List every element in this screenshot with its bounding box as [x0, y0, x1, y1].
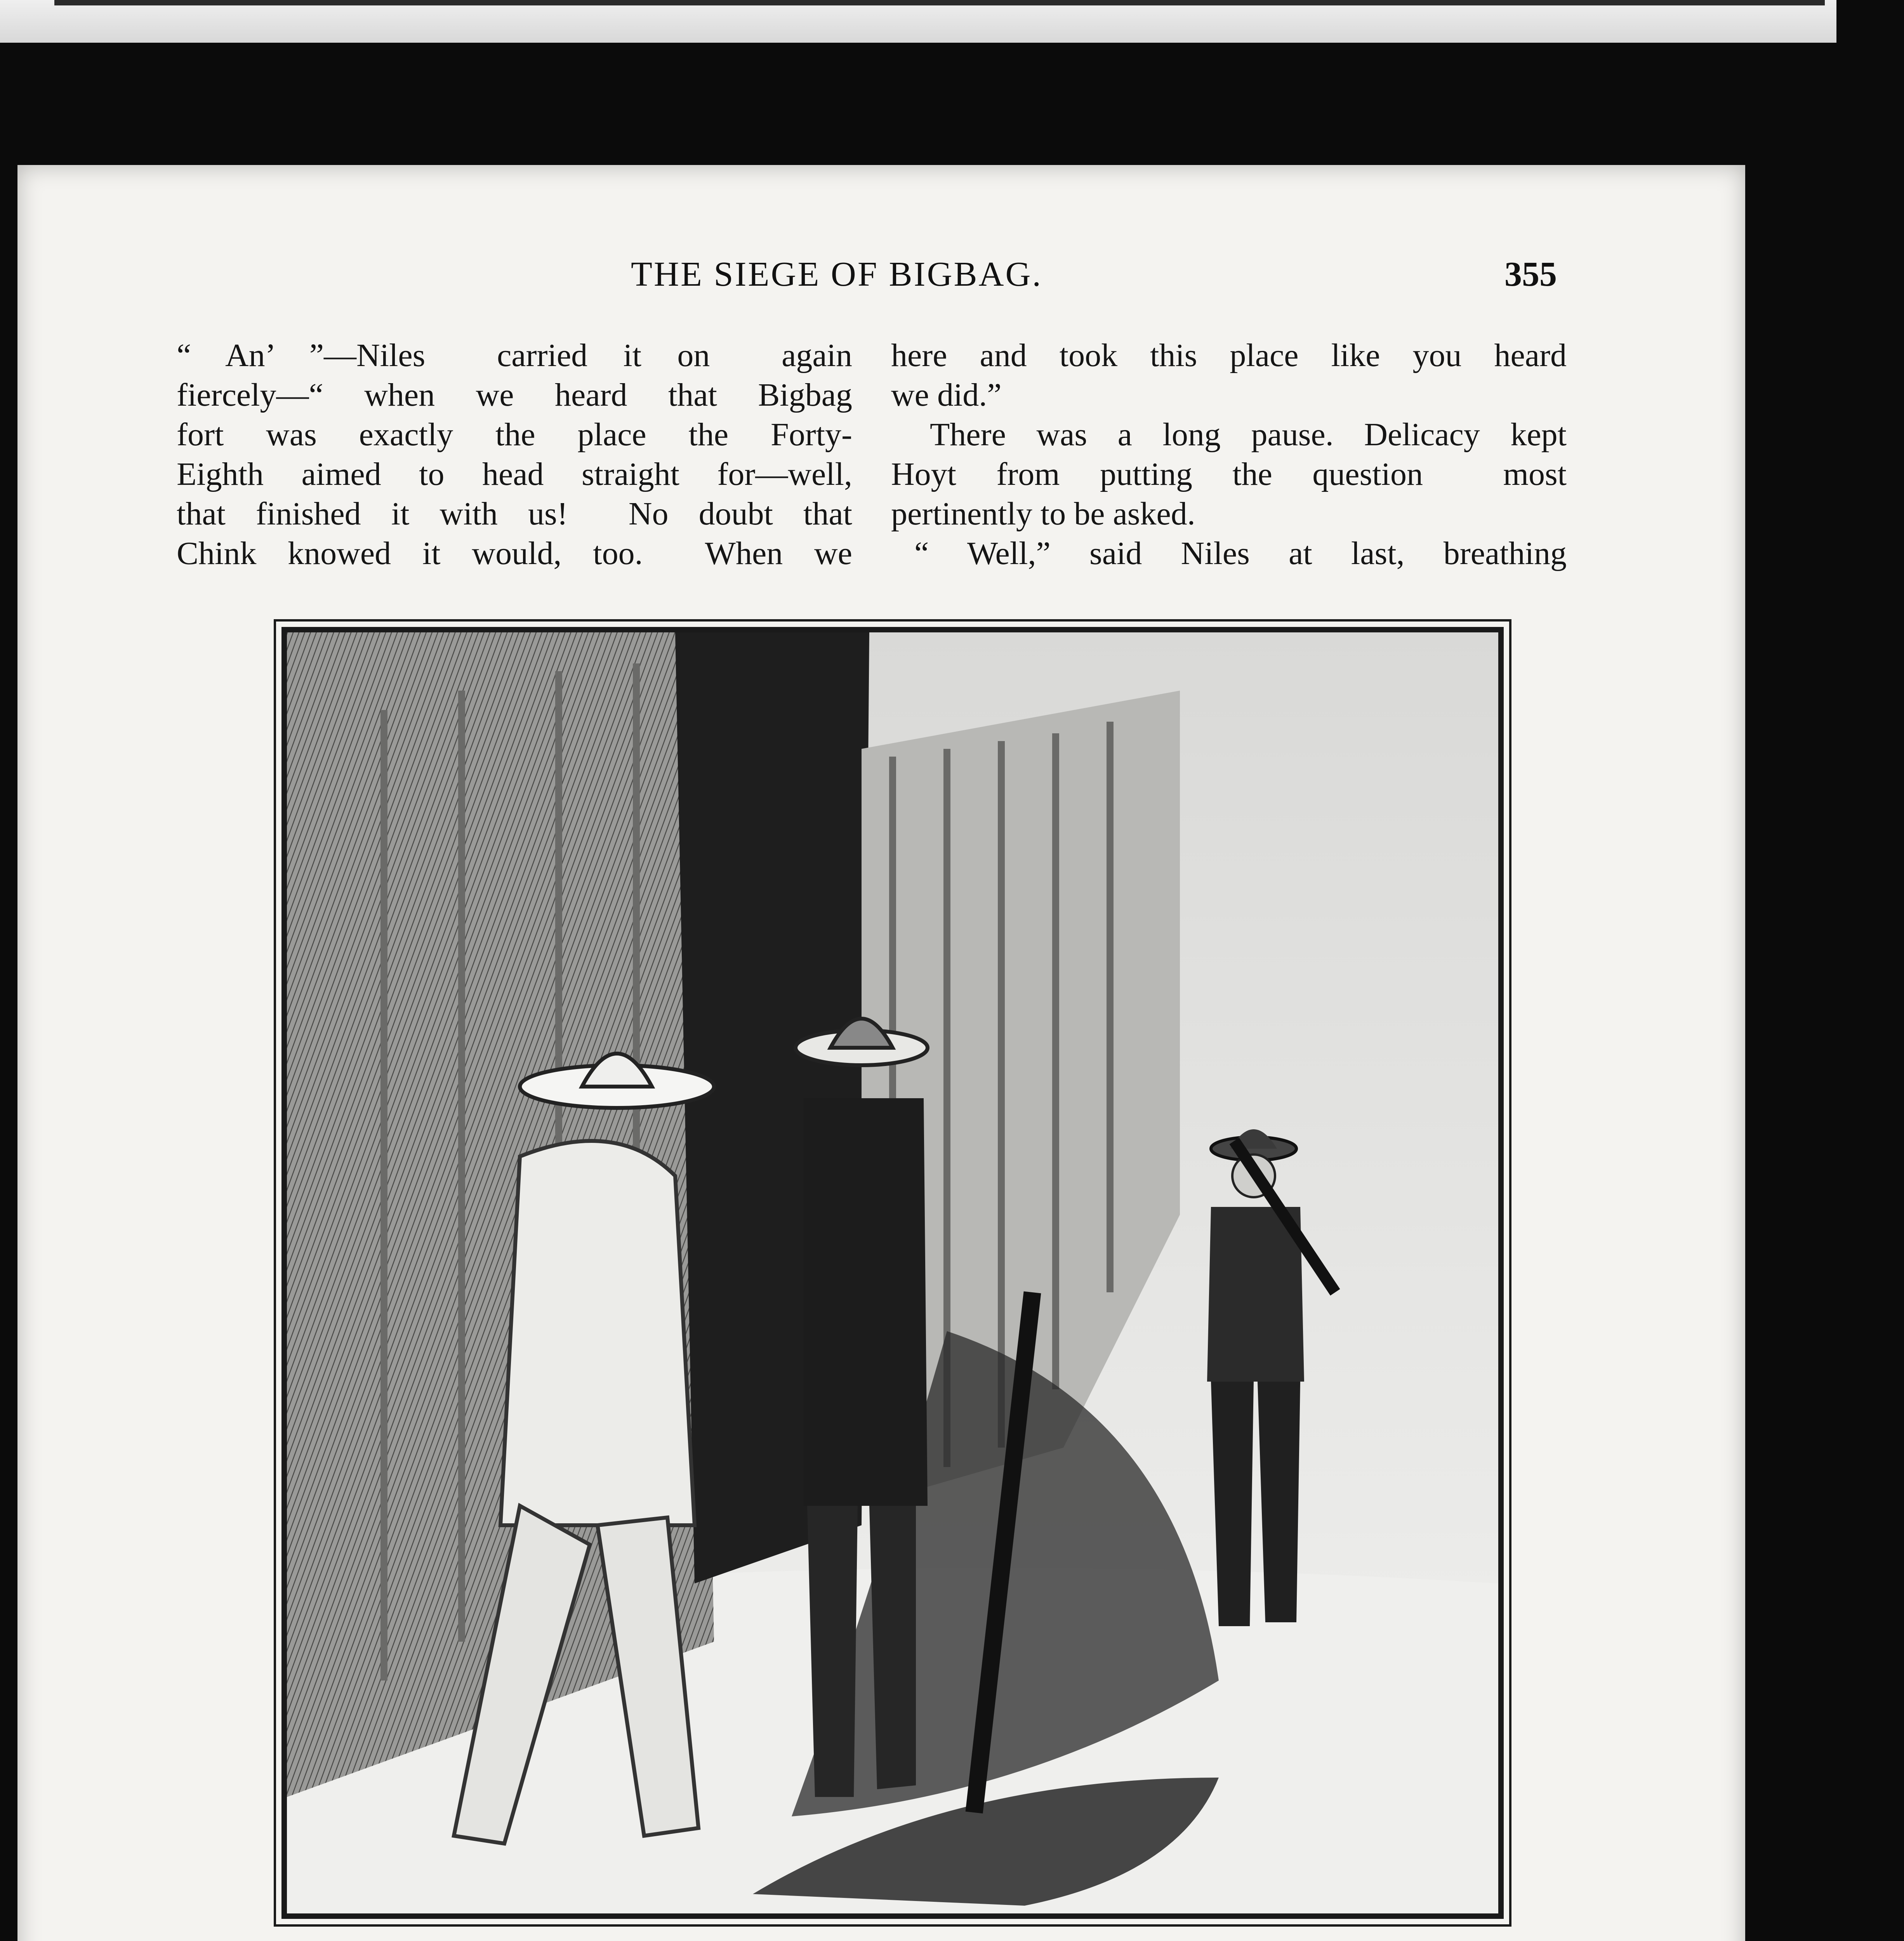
text-line: “ An’ ”—Niles carried it on again — [177, 337, 852, 373]
text-column-top-left — [177, 336, 852, 573]
text-line: that finished it with us! No doubt that — [177, 496, 852, 532]
text-line: fort was exactly the place the Forty- — [177, 417, 852, 453]
text-line: we did.” — [891, 377, 1002, 413]
page-edge-line — [54, 0, 1825, 5]
text-line: fiercely—“ when we heard that Bigbag — [177, 377, 852, 413]
text-line: here and took this place like you heard — [891, 337, 1567, 373]
page-header — [17, 254, 1745, 297]
text-column-top-right — [891, 336, 1567, 573]
text-line: Hoyt from putting the question most — [891, 456, 1567, 492]
magazine-page — [17, 165, 1745, 1941]
running-title: THE SIEGE OF BIGBAG. — [631, 255, 1042, 293]
text-line: “ Well,” said Niles at last, breathing — [914, 535, 1567, 571]
text-line: pertinently to be asked. — [891, 496, 1195, 532]
previous-page-edge — [0, 0, 1836, 43]
illustration — [281, 627, 1504, 1919]
page-number: 355 — [1504, 255, 1557, 293]
text-line: Eighth aimed to head straight for—well, — [177, 456, 852, 492]
illustration-engraving — [287, 632, 1498, 1913]
text-line: Chink knowed it would, too. When we — [177, 535, 852, 571]
text-line: There was a long pause. Delicacy kept — [930, 417, 1567, 453]
